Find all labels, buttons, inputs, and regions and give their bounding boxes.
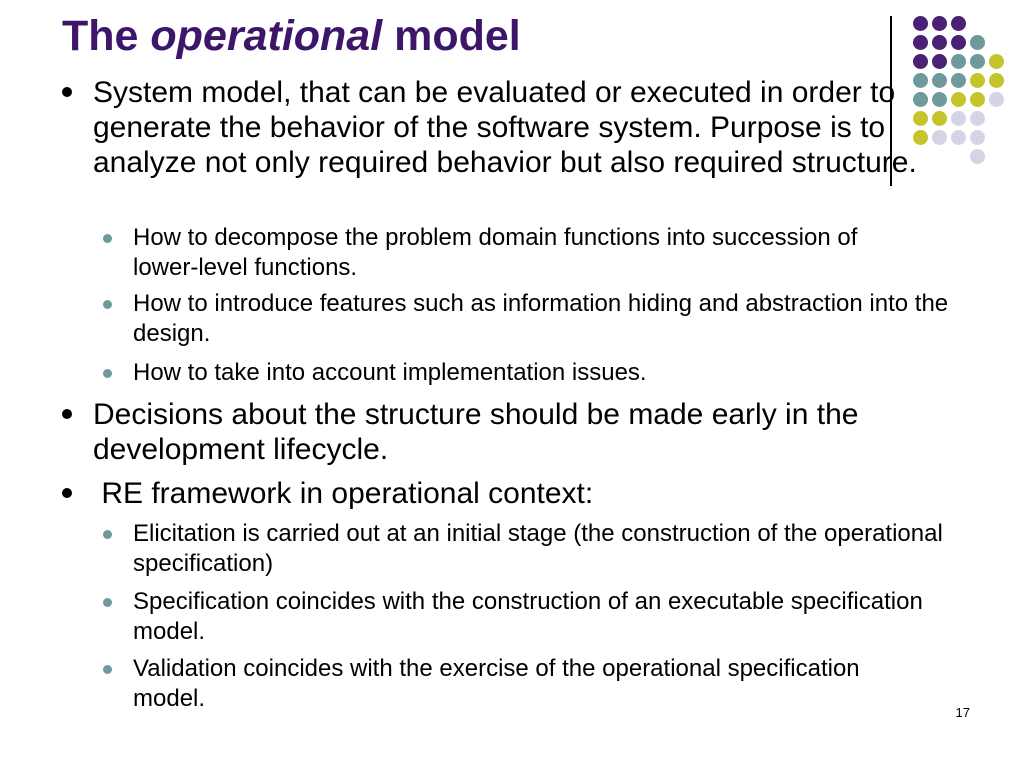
decor-dot [951,54,966,69]
title-prefix: The [62,12,151,60]
sub-bullet-item: How to decompose the problem domain functions into succession of lower-level functions. [133,223,913,283]
decor-dot [913,16,928,31]
decor-dot [951,35,966,50]
bullet-item: System model, that can be evaluated or executed in order to generate the behavior of the software system. Purpose is to analyze not only required behavior but also required structure. [93,75,953,180]
decor-dot [951,73,966,88]
decor-dot [970,111,985,126]
decor-dot [913,54,928,69]
decor-dot [970,73,985,88]
title-suffix: model [382,12,521,60]
sub-bullet-item: Elicitation is carried out at an initial stage (the construction of the operational specification) [133,519,993,579]
decor-dot [989,73,1004,88]
decor-dot [951,111,966,126]
sub-bullet-item: Specification coincides with the construction of an executable specification model. [133,587,993,647]
title-italic-word: operational [150,12,383,60]
bullet-item: Decisions about the structure should be made early in the development lifecycle. [93,397,993,467]
slide-title [62,10,521,62]
decor-dot [932,35,947,50]
sub-bullet-item: Validation coincides with the exercise of the operational specification model. [133,654,923,714]
decor-dot [951,130,966,145]
decor-dot [970,149,985,164]
decor-dot [932,54,947,69]
bullet-item: RE framework in operational context: [93,476,973,511]
decor-dot [932,16,947,31]
decor-dot [989,54,1004,69]
decor-dot [951,16,966,31]
decor-dot [970,35,985,50]
sub-bullet-item: How to take into account implementation issues. [133,358,953,388]
sub-bullet-item: How to introduce features such as information hiding and abstraction into the design. [133,289,953,349]
decor-dot [913,35,928,50]
decor-dot [951,92,966,107]
decor-dot [970,92,985,107]
decor-dot [970,54,985,69]
decor-dot [989,92,1004,107]
page-number: 17 [955,705,970,720]
decor-dot [970,130,985,145]
